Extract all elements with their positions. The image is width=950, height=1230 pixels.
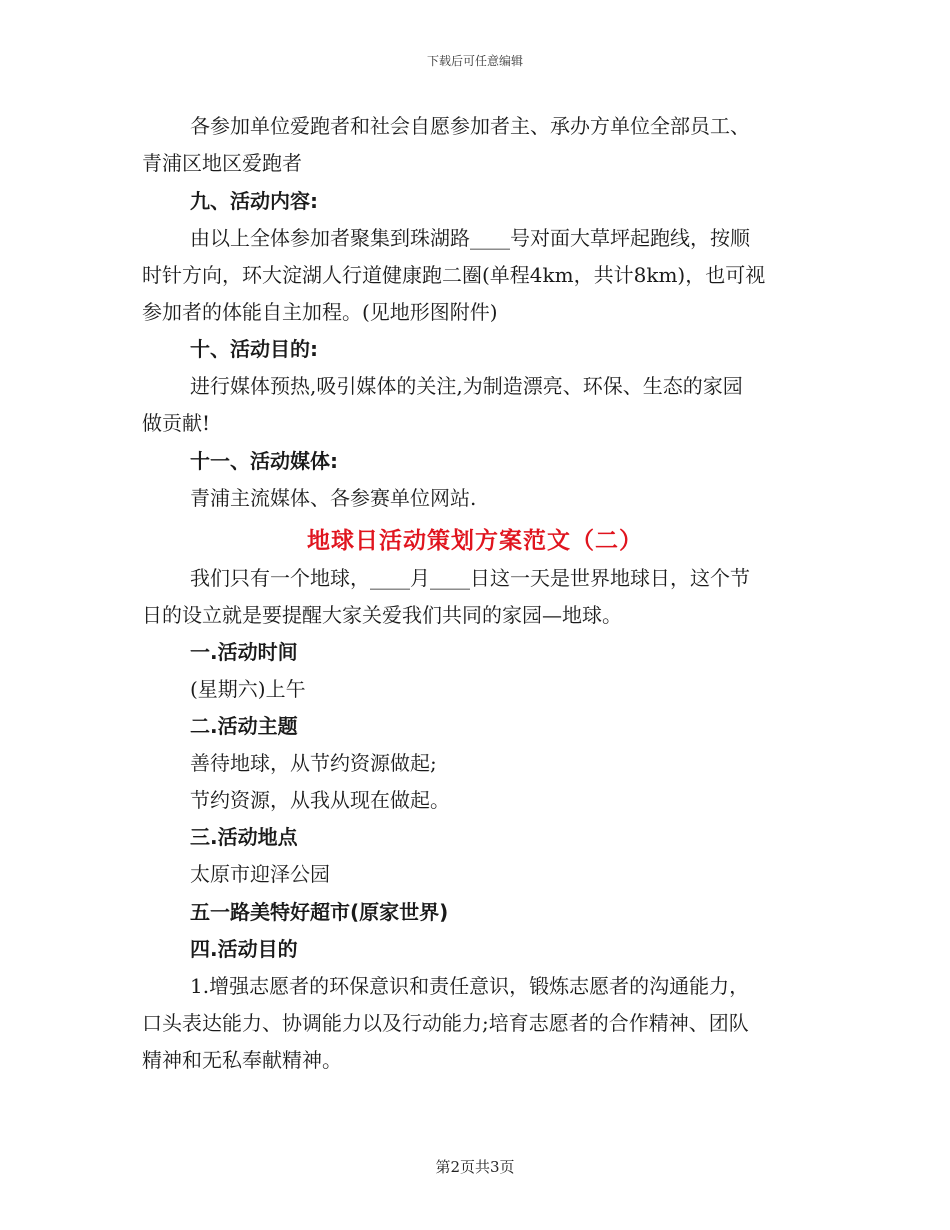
body-line: (星期六)上午 xyxy=(190,677,306,701)
body-line: 节约资源，从我从现在做起。 xyxy=(190,788,450,812)
body-line: 由以上全体参加者聚集到珠湖路____号对面大草坪起跑线，按顺 xyxy=(190,226,750,250)
body-line: 善待地球，从节约资源做起; xyxy=(190,751,437,775)
section-heading: 二.活动主题 xyxy=(190,714,298,738)
page-header: 下载后可任意编辑 xyxy=(426,54,523,68)
body-line: 做贡献! xyxy=(142,411,211,435)
section-title: 地球日活动策划方案范文（二） xyxy=(307,528,643,554)
section-heading: 五一路美特好超市(原家世界) xyxy=(190,900,449,924)
section-heading: 三.活动地点 xyxy=(190,825,298,849)
body-line: 青浦主流媒体、各参赛单位网站. xyxy=(190,486,477,510)
section-heading: 九、活动内容: xyxy=(190,189,318,213)
body-line: 口头表达能力、协调能力以及行动能力;培育志愿者的合作精神、团队 xyxy=(142,1011,749,1035)
section-heading: 十、活动目的: xyxy=(190,337,318,361)
body-line: 各参加单位爱跑者和社会自愿参加者主、承办方单位全部员工、 xyxy=(190,114,750,138)
body-line: 青浦区地区爱跑者 xyxy=(142,151,302,175)
body-line: 1.增强志愿者的环保意识和责任意识，锻炼志愿者的沟通能力， xyxy=(190,974,750,998)
body-line: 进行媒体预热,吸引媒体的关注,为制造漂亮、环保、生态的家园 xyxy=(190,374,743,398)
page-footer: 第2页共3页 xyxy=(435,1158,515,1176)
body-line: 精神和无私奉献精神。 xyxy=(142,1048,342,1072)
body-line: 太原市迎泽公园 xyxy=(190,862,330,886)
section-heading: 十一、活动媒体: xyxy=(190,449,338,473)
body-line: 我们只有一个地球，____月____日这一天是世界地球日，这个节 xyxy=(190,566,750,590)
body-line: 日的设立就是要提醒大家关爱我们共同的家园—地球。 xyxy=(142,603,622,627)
body-line: 时针方向，环大淀湖人行道健康跑二圈(单程4km，共计8km)，也可视 xyxy=(142,263,766,287)
body-line: 参加者的体能自主加程。(见地形图附件) xyxy=(142,300,498,324)
section-heading: 四.活动目的 xyxy=(190,937,298,961)
section-heading: 一.活动时间 xyxy=(190,640,298,664)
